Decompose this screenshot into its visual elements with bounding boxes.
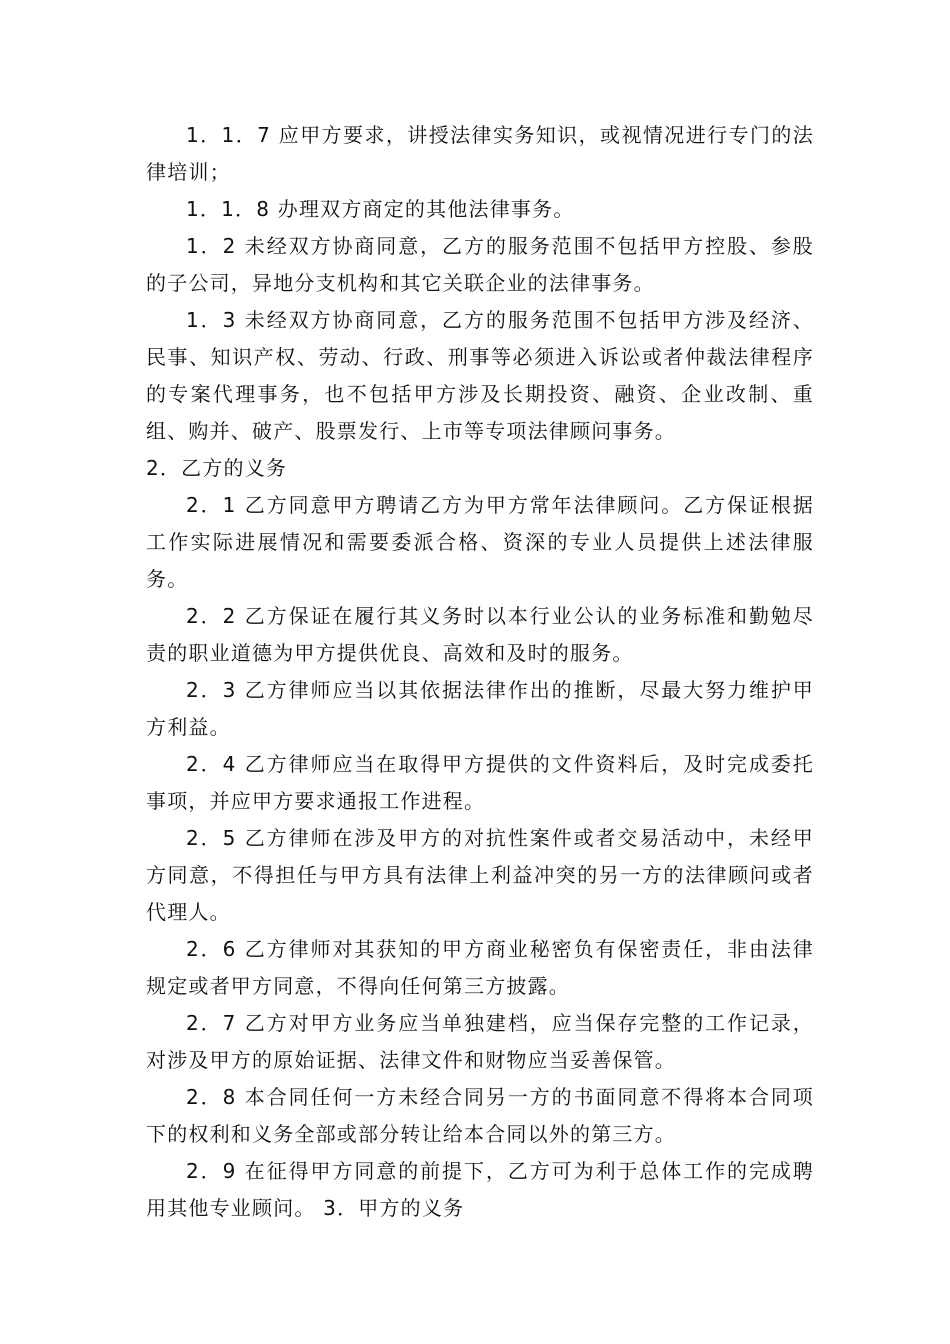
- paragraph-2-3: 2．3 乙方律师应当以其依据法律作出的推断，尽最大努力维护甲方利益。: [146, 678, 814, 739]
- paragraph-2-7: 2．7 乙方对甲方业务应当单独建档，应当保存完整的工作记录，对涉及甲方的原始证据、法律文件和财物应当妥善保管。: [146, 1011, 814, 1072]
- paragraph-1-1-7: 1．1．7 应甲方要求，讲授法律实务知识，或视情况进行专门的法律培训；: [146, 123, 814, 184]
- paragraph-1-2: 1．2 未经双方协商同意，乙方的服务范围不包括甲方控股、参股的子公司，异地分支机构和其它关联企业的法律事务。: [146, 234, 814, 295]
- paragraph-2-8: 2．8 本合同任何一方未经合同另一方的书面同意不得将本合同项下的权利和义务全部或部分转让给本合同以外的第三方。: [146, 1085, 814, 1146]
- paragraph-1-3: 1．3 未经双方协商同意，乙方的服务范围不包括甲方涉及经济、民事、知识产权、劳动、行政、刑事等必须进入诉讼或者仲裁法律程序的专案代理事务，也不包括甲方涉及长期投资、融资、企业改制、重组、购并、破产、股票发行、上市等专项法律顾问事务。: [146, 308, 814, 443]
- paragraph-2-4: 2．4 乙方律师应当在取得甲方提供的文件资料后，及时完成委托事项，并应甲方要求通报工作进程。: [146, 752, 814, 813]
- paragraph-2-6: 2．6 乙方律师对其获知的甲方商业秘密负有保密责任，非由法律规定或者甲方同意，不得向任何第三方披露。: [146, 937, 814, 998]
- paragraph-1-1-8: 1．1．8 办理双方商定的其他法律事务。: [186, 197, 575, 221]
- paragraph-2-9: 2．9 在征得甲方同意的前提下，乙方可为利于总体工作的完成聘用其他专业顾问。 3．甲方的义务: [146, 1159, 814, 1220]
- paragraph-2-2: 2．2 乙方保证在履行其义务时以本行业公认的业务标准和勤勉尽责的职业道德为甲方提供优良、高效和及时的服务。: [146, 604, 814, 665]
- paragraph-2-1: 2．1 乙方同意甲方聘请乙方为甲方常年法律顾问。乙方保证根据工作实际进展情况和需要委派合格、资深的专业人员提供上述法律服务。: [146, 493, 814, 591]
- paragraph-2-5: 2．5 乙方律师在涉及甲方的对抗性案件或者交易活动中，未经甲方同意，不得担任与甲方具有法律上利益冲突的另一方的法律顾问或者代理人。: [146, 826, 814, 924]
- document-body: [146, 117, 814, 1227]
- section-heading-2: 2．乙方的义务: [146, 456, 288, 480]
